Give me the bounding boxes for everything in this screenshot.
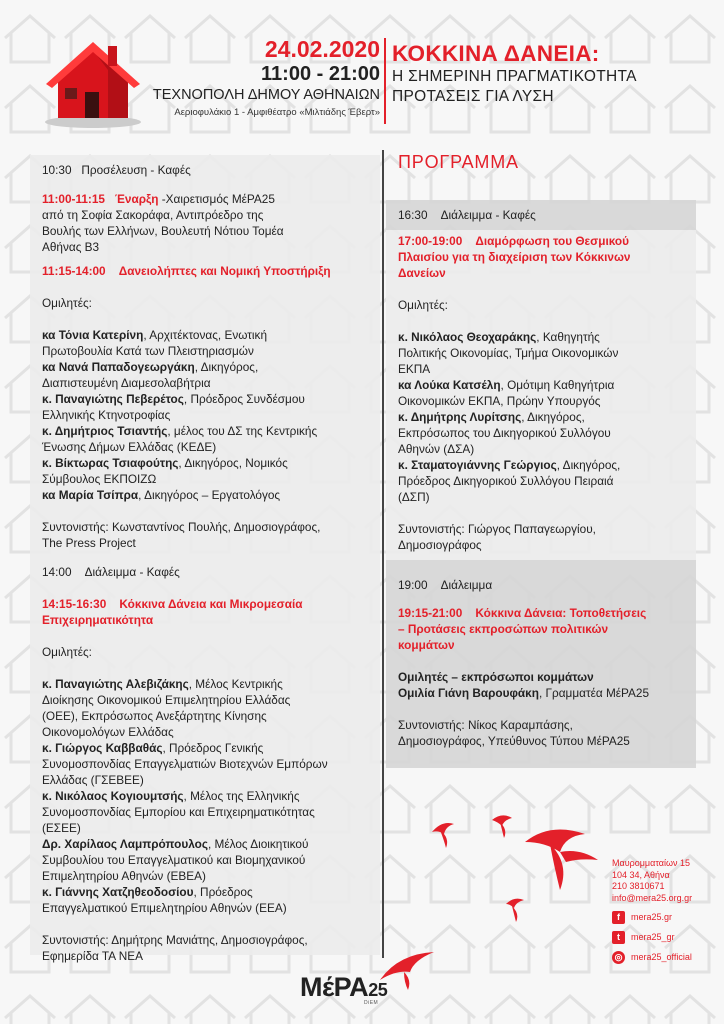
event-subtitle-2: ΠΡΟΤΑΣΕΙΣ ΓΙΑ ΛΥΣΗ	[392, 88, 554, 105]
session-1-title: Δανειολήπτες και Νομική Υποστήριξη	[118, 264, 331, 278]
break-2-label: Διάλειμμα - Καφές	[440, 208, 536, 222]
instagram-icon: ◎	[612, 951, 625, 964]
event-title-block	[392, 40, 712, 107]
s1-speaker-1-name: κα Τόνια Κατερίνη	[42, 328, 144, 342]
opening-text: -Χαιρετισμός ΜέΡΑ25	[158, 192, 275, 206]
session-4-speakers-line: Ομιλητές – εκπρόσωποι κομμάτων	[398, 670, 594, 684]
s3-speaker-4-name: κ. Σταματογιάννης Γεώργιος	[398, 458, 557, 472]
s2-speaker-5-line-2: Επαγγελματικού Επιμελητηρίου Αθηνών (ΕΕΑ)	[42, 901, 287, 915]
break-3-time: 19:00	[398, 578, 428, 592]
twitter-link[interactable]	[612, 931, 722, 944]
right-session-4	[398, 605, 693, 749]
opening-time: 11:00-11:15	[42, 192, 105, 206]
column-divider	[382, 150, 384, 958]
s2-speaker-5-role: , Πρόεδρος	[193, 885, 253, 899]
right-break-3	[398, 577, 693, 593]
s2-speaker-1-line-4: Οικονομολόγων Ελλάδας	[42, 725, 174, 739]
instagram-link[interactable]	[612, 951, 722, 964]
s2-speaker-3-role: , Μέλος της Ελληνικής	[183, 789, 300, 803]
s1-speaker-6-name: κα Μαρία Τσίπρα	[42, 488, 139, 502]
break-2-time: 16:30	[398, 208, 428, 222]
s3-speaker-1-name: κ. Νικόλαος Θεοχαράκης	[398, 330, 537, 344]
s3-speaker-4-line-2: Πρόεδρος Δικηγορικού Συλλόγου Πειραιά	[398, 474, 614, 488]
break-3-label: Διάλειμμα	[440, 578, 493, 592]
s1-speaker-2-name: κα Νανά Παπαδογεωργάκη	[42, 360, 195, 374]
s2-speaker-2-line-3: Ελλάδας (ΓΣΕΒΕΕ)	[42, 773, 144, 787]
session-4-title-3: κομμάτων	[398, 638, 455, 652]
s1-speaker-3-name: κ. Παναγιώτης Πεβερέτος	[42, 392, 184, 406]
event-venue: ΤΕΧΝΟΠΟΛΗ ΔΗΜΟΥ ΑΘΗΝΑΙΩΝ	[152, 87, 380, 103]
s1-moderator-line-2: The Press Project	[42, 536, 136, 550]
facebook-handle: mera25.gr	[631, 911, 673, 922]
logo-text: ΜέΡΑ25	[300, 972, 388, 1002]
s3-speaker-3-role: , Δικηγόρος,	[521, 410, 585, 424]
s3-speaker-4-line-3: (ΔΣΠ)	[398, 490, 430, 504]
s3-speaker-3-line-3: Αθηνών (ΔΣΑ)	[398, 442, 475, 456]
s1-speaker-1-line-2: Πρωτοβουλία Κατά των Πλειστηριασμών	[42, 344, 254, 358]
facebook-icon: f	[612, 911, 625, 924]
facebook-link[interactable]	[612, 911, 722, 924]
s1-speaker-5-line-2: Σύμβουλος ΕΚΠΟΙΖΩ	[42, 472, 157, 486]
session-2-time: 14:15-16:30	[42, 597, 107, 611]
s2-speaker-5-name: κ. Γιάννης Χατζηθεοδοσίου	[42, 885, 194, 899]
event-date: 24.02.2020	[264, 36, 380, 62]
opening-title: Έναρξη	[114, 192, 159, 206]
left-break-1	[42, 564, 377, 580]
s4-moderator-line-2: Δημοσιογράφος, Υπεύθυνος Τύπου ΜέΡΑ25	[398, 734, 630, 748]
contact-phone: 210 3810671	[612, 881, 665, 891]
event-info	[150, 36, 380, 121]
opening-line-4: Αθήνας Β3	[42, 240, 100, 254]
s3-speaker-1-role: , Καθηγητής	[536, 330, 600, 344]
session-2-title-2: Επιχειρηματικότητα	[42, 613, 154, 627]
instagram-handle: mera25_official	[631, 951, 692, 962]
s3-moderator-line-2: Δημοσιογράφος	[398, 538, 482, 552]
arrival-label: Προσέλευση - Καφές	[81, 163, 191, 177]
left-arrival	[42, 162, 377, 178]
event-room: Αεριοφυλάκιο 1 - Αμφιθέατρο «Μιλτιάδης Έβερτ»	[174, 107, 380, 118]
s3-speaker-4-role: , Δικηγόρος,	[556, 458, 621, 472]
session-4-time: 19:15-21:00	[398, 606, 463, 620]
s3-speaker-1-line-3: ΕΚΠΑ	[398, 362, 431, 376]
s2-speaker-1-name: κ. Παναγιώτης Αλεβιζάκης	[42, 677, 189, 691]
s2-speaker-2-name: κ. Γιώργος Καββαθάς	[42, 741, 163, 755]
s3-speaker-2-line-2: Οικονομικών ΕΚΠΑ, Πρώην Υπουργός	[398, 394, 601, 408]
left-session-1	[42, 191, 377, 551]
s1-speaker-2-role: , Δικηγόρος,	[194, 360, 259, 374]
s2-speaker-1-role: , Μέλος Κεντρικής	[188, 677, 283, 691]
arrival-time: 10:30	[42, 163, 72, 177]
s2-speaker-2-role: , Πρόεδρος Γενικής	[162, 741, 264, 755]
s1-speaker-5-name: κ. Βίκτωρας Τσιαφούτης	[42, 456, 179, 470]
session-2-speakers-label: Ομιλητές:	[42, 645, 92, 659]
s1-speaker-4-role: , μέλος του ΔΣ της Κεντρικής	[167, 424, 318, 438]
program-heading: ΠΡΟΓΡΑΜΜΑ	[398, 152, 519, 172]
session-3-time: 17:00-19:00	[398, 234, 463, 248]
s3-speaker-2-role: , Ομότιμη Καθηγήτρια	[500, 378, 615, 392]
s2-speaker-3-name: κ. Νικόλαος Κογιουμτσής	[42, 789, 184, 803]
s1-moderator-line-1: Συντονιστής: Κωνσταντίνος Πουλής, Δημοσιογράφος,	[42, 520, 321, 534]
logo-diem: DiEM	[364, 1000, 379, 1006]
right-session-3	[398, 233, 693, 553]
s2-speaker-3-line-2: Συνομοσπονδίας Εμπορίου και Επιχειρηματικότητας	[42, 805, 315, 819]
swallows-illustration	[420, 812, 610, 942]
event-title: ΚΟΚΚΙΝΑ ΔΑΝΕΙΑ:	[392, 41, 600, 66]
red-house-icon	[38, 30, 148, 130]
contact-address-1: Μαυρομματαίων 15	[612, 858, 690, 868]
s1-speaker-5-role: , Δικηγόρος, Νομικός	[178, 456, 288, 470]
header-divider	[384, 38, 386, 124]
s3-speaker-3-name: κ. Δημήτρης Λυρίτσης	[398, 410, 522, 424]
s3-speaker-3-line-2: Εκπρόσωπος του Δικηγορικού Συλλόγου	[398, 426, 611, 440]
contact-email[interactable]: info@mera25.org.gr	[612, 892, 693, 903]
s1-speaker-2-line-2: Διαπιστευμένη Διαμεσολαβήτρια	[42, 376, 211, 390]
opening-line-3: Βουλής των Ελλήνων, Βουλευτή Νότιου Τομέα	[42, 224, 284, 238]
s3-speaker-2-name: κα Λούκα Κατσέλη	[398, 378, 501, 392]
s3-speaker-1-line-2: Πολιτικής Οικονομίας, Τμήμα Οικονομικών	[398, 346, 619, 360]
session-3-title-3: Δανείων	[398, 266, 446, 280]
opening-line-2: από τη Σοφία Σακοράφα, Αντιπρόεδρο της	[42, 208, 264, 222]
s2-speaker-1-line-3: (ΟΕΕ), Εκπρόσωπος Ανεξάρτητης Κίνησης	[42, 709, 267, 723]
s4-moderator-line-1: Συντονιστής: Νίκος Καραμπάσης,	[398, 718, 573, 732]
session-4-title-1: Κόκκινα Δάνεια: Τοποθετήσεις	[475, 606, 647, 620]
mera25-logo	[300, 950, 440, 1010]
s2-speaker-4-role: , Μέλος Διοικητικού	[207, 837, 309, 851]
contact-info	[612, 858, 722, 964]
twitter-icon: t	[612, 931, 625, 944]
s2-speaker-4-name: Δρ. Χαρίλαος Λαμπρόπουλος	[42, 837, 208, 851]
session-3-title-2: Πλαισίου για τη διαχείριση των Κόκκινων	[398, 250, 631, 264]
session-1-time: 11:15-14:00	[42, 264, 106, 278]
contact-address-2: 104 34, Αθήνα	[612, 869, 670, 880]
event-subtitle-1: Η ΣΗΜΕΡΙΝΗ ΠΡΑΓΜΑΤΙΚΟΤΗΤΑ	[392, 68, 637, 85]
session-3-speakers-label: Ομιλητές:	[398, 298, 448, 312]
s2-speaker-4-line-3: Επιμελητηρίου Αθηνών (ΕΒΕΑ)	[42, 869, 206, 883]
s2-speaker-4-line-2: Συμβουλίου του Επαγγελματικού και Βιομηχανικού	[42, 853, 306, 867]
s2-speaker-2-line-2: Συνομοσπονδίας Επαγγελματιών Βιοτεχνών Εμπόρων	[42, 757, 328, 771]
s2-speaker-3-line-3: (ΕΣΕΕ)	[42, 821, 81, 835]
s3-moderator-line-1: Συντονιστής: Γιώργος Παπαγεωργίου,	[398, 522, 596, 536]
twitter-handle: mera25_gr	[631, 931, 675, 942]
break-1-time: 14:00	[42, 565, 72, 579]
s1-speaker-4-line-2: Ένωσης Δήμων Ελλάδας (ΚΕΔΕ)	[42, 440, 217, 454]
session-1-speakers-label: Ομιλητές:	[42, 296, 92, 310]
s1-speaker-3-role: , Πρόεδρος Συνδέσμου	[183, 392, 305, 406]
s1-speaker-6-role: , Δικηγόρος – Εργατολόγος	[138, 488, 281, 502]
session-2-title-1: Κόκκινα Δάνεια και Μικρομεσαία	[119, 597, 303, 611]
right-break-2	[398, 207, 693, 223]
event-time: 11:00 - 21:00	[261, 63, 380, 85]
session-4-speech-role: , Γραμματέα ΜέΡΑ25	[538, 686, 650, 700]
s1-speaker-3-line-2: Ελληνικής Κτηνοτροφίας	[42, 408, 171, 422]
s2-moderator-line-1: Συντονιστής: Δημήτρης Μανιάτης, Δημοσιογράφος,	[42, 933, 308, 947]
session-3-title-1: Διαμόρφωση του Θεσμικού	[475, 234, 629, 248]
session-4-speech-name: Ομιλία Γιάνη Βαρουφάκη	[398, 686, 539, 700]
s1-speaker-4-name: κ. Δημήτριος Τσιαντής	[42, 424, 168, 438]
session-4-title-2: – Προτάσεις εκπροσώπων πολιτικών	[398, 622, 609, 636]
s1-speaker-1-role: , Αρχιτέκτονας, Ενωτική	[143, 328, 268, 342]
s2-moderator-line-2: Εφημερίδα ΤΑ ΝΕΑ	[42, 949, 143, 963]
break-1-label: Διάλειμμα - Καφές	[84, 565, 180, 579]
s2-speaker-1-line-2: Διοίκησης Οικονομικού Επιμελητηρίου Ελλάδας	[42, 693, 291, 707]
left-session-2	[42, 596, 377, 964]
